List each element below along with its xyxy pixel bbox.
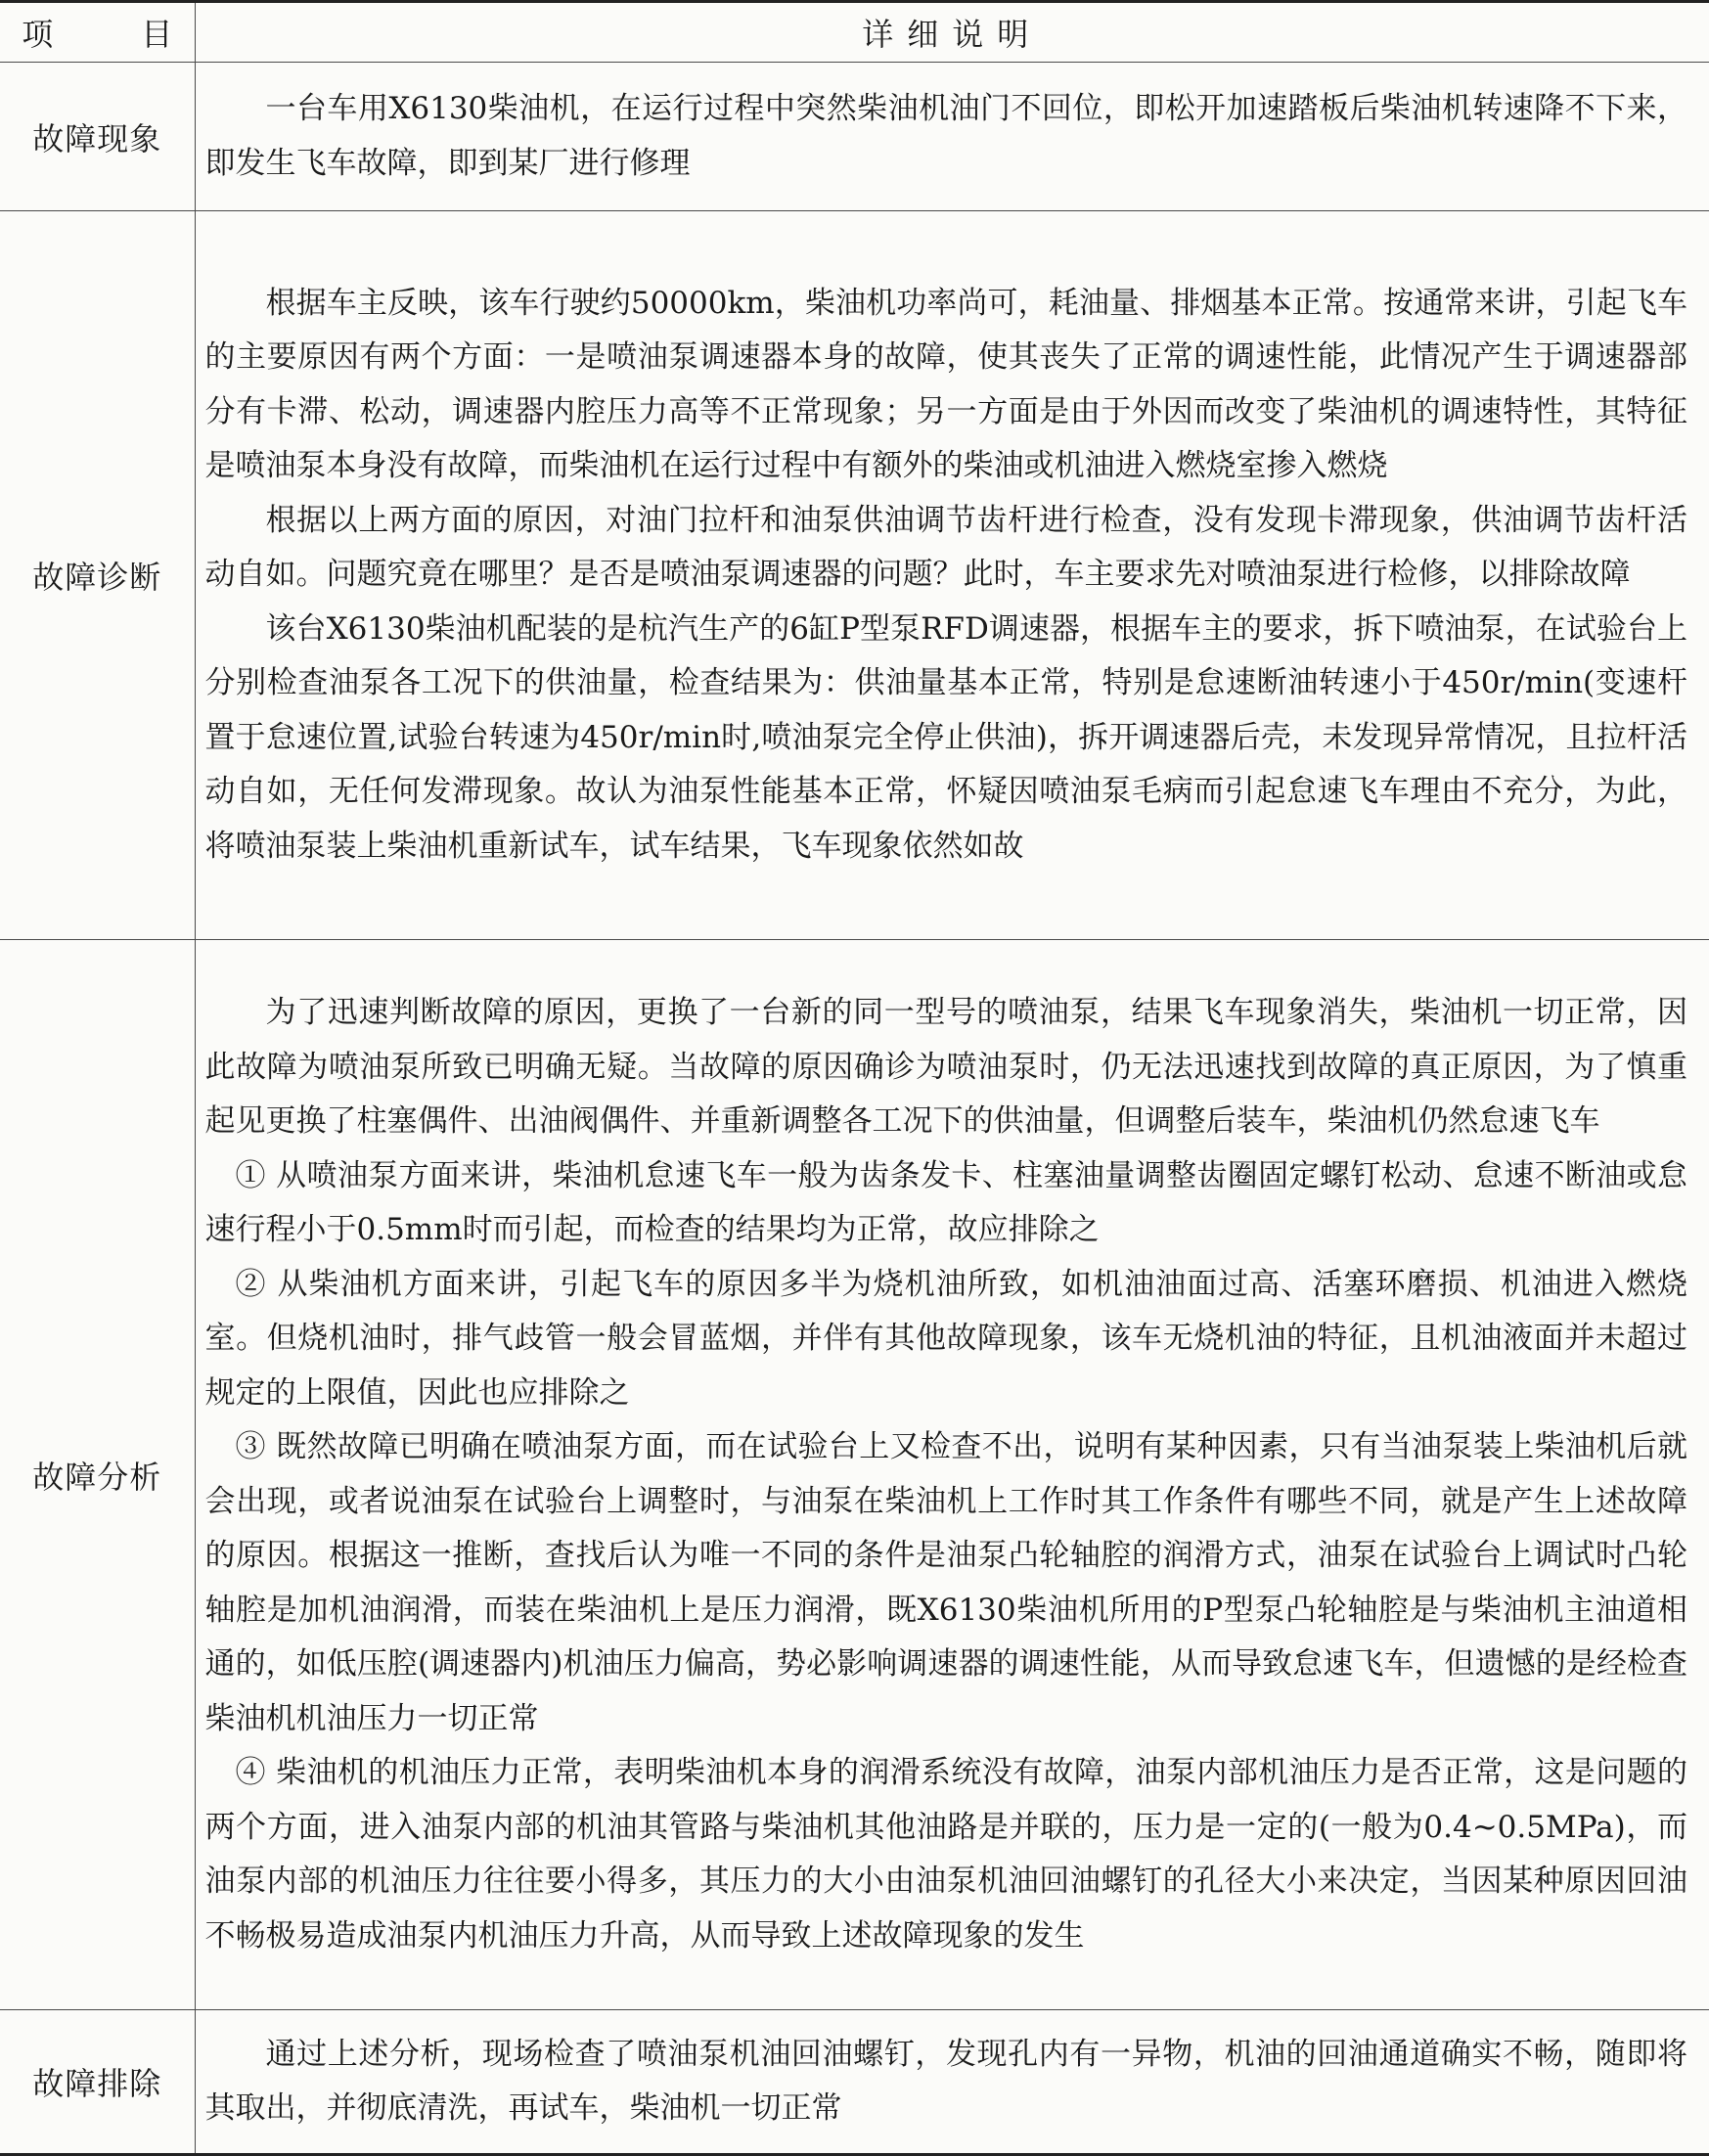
list-item: ② 从柴油机方面来讲，引起飞车的原因多半为烧机油所致，如机油油面过高、活塞环磨损、机油进入燃烧室。但烧机油时，排气歧管一般会冒蓝烟，并伴有其他故障现象，该车无烧机油的特征，且机油液面并未超过规定的上限值，因此也应排除之: [204, 1266, 1687, 1411]
list-item: ① 从喷油泵方面来讲，柴油机怠速飞车一般为齿条发卡、柱塞油量调整齿圈固定螺钉松动、怠速不断油或怠速行程小于0.5mm时而引起，而检查的结果均为正常，故应排除之: [204, 1157, 1687, 1247]
paragraph: 根据以上两方面的原因，对油门拉杆和油泵供油调节齿杆进行检查，没有发现卡滞现象，供油调节齿杆活动自如。问题究竟在哪里？是否是喷油泵调速器的问题？此时，车主要求先对喷油泵进行检修，以排除故障: [204, 502, 1687, 593]
row-label: 故障排除: [0, 2010, 195, 2155]
row-label: 故障现象: [0, 63, 195, 211]
table-row: [0, 211, 1709, 940]
header-item-char-1: 项: [22, 16, 54, 53]
row-content: [195, 211, 1709, 940]
header-row: [0, 2, 1709, 63]
table-row: [0, 2010, 1709, 2155]
list-item: ③ 既然故障已明确在喷油泵方面，而在试验台上又检查不出，说明有某种因素，只有当油泵装上柴油机后就会出现，或者说油泵在试验台上调整时，与油泵在柴油机上工作时其工作条件有哪些不同，就是产生上述故障的原因。根据这一推断，查找后认为唯一不同的条件是油泵凸轮轴腔的润滑方式，油泵在试验台上调试时凸轮轴腔是加机油润滑，而装在柴油机上是压力润滑，既X6130柴油机所用的P型泵凸轮轴腔是与柴油机主油道相通的，如低压腔(调速器内)机油压力偏高，势必影响调速器的调速性能，从而导致怠速飞车，但遗憾的是经检查柴油机机油压力一切正常: [204, 1429, 1687, 1736]
paragraph: 该台X6130柴油机配装的是杭汽生产的6缸P型泵RFD调速器，根据车主的要求，拆下喷油泵，在试验台上分别检查油泵各工况下的供油量，检查结果为：供油量基本正常，特别是怠速断油转速小于450r/min(变速杆置于怠速位置,试验台转速为450r/min时,喷油泵完全停止供油)，拆开调速器后壳，未发现异常情况，且拉杆活动自如，无任何发滞现象。故认为油泵性能基本正常，怀疑因喷油泵毛病而引起怠速飞车理由不充分，为此，将喷油泵装上柴油机重新试车，试车结果，飞车现象依然如故: [204, 610, 1687, 864]
row-content: [195, 940, 1709, 2010]
row-label: 故障诊断: [0, 211, 195, 940]
table-row: [0, 63, 1709, 211]
paragraph: 为了迅速判断故障的原因，更换了一台新的同一型号的喷油泵，结果飞车现象消失，柴油机一切正常，因此故障为喷油泵所致已明确无疑。当故障的原因确诊为喷油泵时，仍无法迅速找到故障的真正原因，为了慎重起见更换了柱塞偶件、出油阀偶件、并重新调整各工况下的供油量，但调整后装车，柴油机仍然怠速飞车: [204, 995, 1687, 1139]
header-item-cell: [0, 2, 195, 63]
row-content: [195, 63, 1709, 211]
row-content: [195, 2010, 1709, 2155]
list-item: ④ 柴油机的机油压力正常，表明柴油机本身的润滑系统没有故障，油泵内部机油压力是否正常，这是问题的两个方面，进入油泵内部的机油其管路与柴油机其他油路是并联的，压力是一定的(一般为0.4~0.5MPa)，而油泵内部的机油压力往往要小得多，其压力的大小由油泵机油回油螺钉的孔径大小来决定，当因某种原因回油不畅极易造成油泵内机油压力升高，从而导致上述故障现象的发生: [204, 1755, 1687, 1954]
paragraph: 根据车主反映，该车行驶约50000km，柴油机功率尚可，耗油量、排烟基本正常。按通常来讲，引起飞车的主要原因有两个方面：一是喷油泵调速器本身的故障，使其丧失了正常的调速性能，此情况产生于调速器部分有卡滞、松动，调速器内腔压力高等不正常现象；另一方面是由于外因而改变了柴油机的调速特性，其特征是喷油泵本身没有故障，而柴油机在运行过程中有额外的柴油或机油进入燃烧室掺入燃烧: [204, 285, 1687, 484]
paragraph: 通过上述分析，现场检查了喷油泵机油回油螺钉，发现孔内有一异物，机油的回油通道确实不畅，随即将其取出，并彻底清洗，再试车，柴油机一切正常: [204, 2036, 1687, 2126]
header-detail-cell: 详细说明: [195, 2, 1709, 63]
table-row: [0, 940, 1709, 2010]
header-item-char-2: 目: [141, 16, 173, 53]
row-label: 故障分析: [0, 940, 195, 2010]
paragraph: 一台车用X6130柴油机，在运行过程中突然柴油机油门不回位，即松开加速踏板后柴油机转速降不下来，即发生飞车故障，即到某厂进行修理: [204, 91, 1687, 181]
